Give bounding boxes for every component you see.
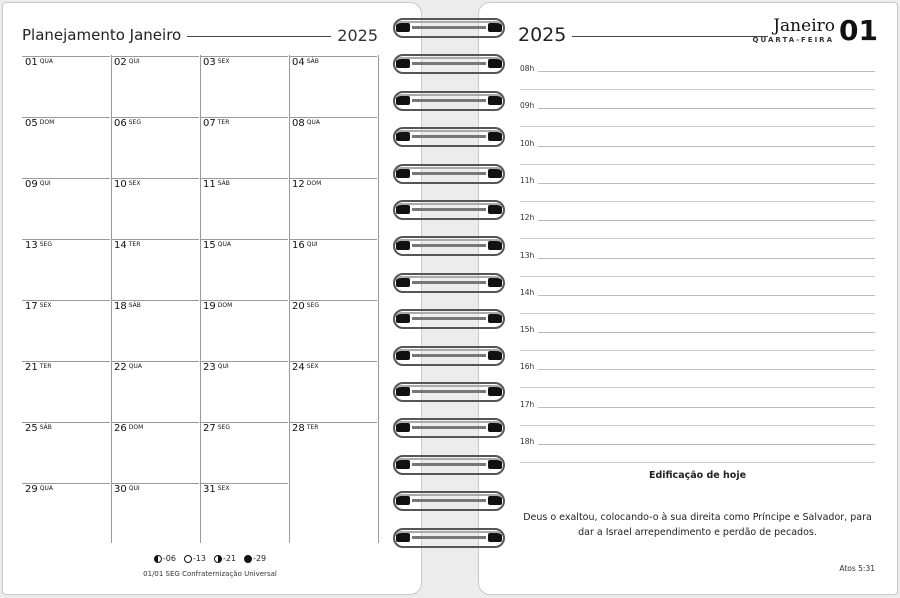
cell-left-border	[200, 421, 201, 482]
day-weekday: SEG	[128, 119, 141, 126]
day-cell[interactable]	[22, 299, 111, 360]
moon-phase	[184, 554, 206, 563]
hour-line	[538, 183, 875, 184]
hour-slot[interactable]	[520, 60, 875, 97]
daily-header	[518, 14, 878, 50]
cell-left-border	[200, 482, 201, 543]
cell-left-border	[289, 482, 290, 543]
day-weekday: SÁB	[306, 58, 319, 65]
spiral-ring-icon	[390, 344, 510, 368]
day-cell[interactable]	[200, 482, 289, 543]
moon-phase-day: -06	[162, 554, 176, 563]
day-number: 30	[114, 484, 127, 495]
daily-month: Janeiro	[773, 16, 835, 36]
spiral-ring-icon	[390, 234, 510, 258]
verse-reference: Atos 5:31	[839, 564, 875, 573]
cell-left-border	[289, 421, 290, 482]
day-weekday: QUA	[39, 485, 53, 492]
day-label	[292, 240, 318, 251]
day-weekday: QUA	[39, 58, 53, 65]
daily-year: 2025	[518, 24, 567, 46]
hour-label: 17h	[520, 399, 535, 409]
moon-phase	[154, 554, 176, 563]
day-cell[interactable]	[22, 482, 111, 543]
spiral-ring-icon	[390, 453, 510, 477]
cell-left-border	[111, 116, 112, 177]
day-weekday: QUA	[128, 363, 142, 370]
full-moon-icon	[184, 555, 192, 563]
day-cell[interactable]	[200, 238, 289, 299]
hour-slot[interactable]	[520, 135, 875, 172]
day-number: 21	[25, 362, 38, 373]
day-label	[203, 57, 229, 68]
cell-left-border	[111, 55, 112, 116]
day-cell[interactable]	[111, 421, 200, 482]
cell-left-border	[111, 177, 112, 238]
hour-slot[interactable]	[520, 247, 875, 284]
hour-label: 10h	[520, 138, 535, 148]
day-label	[114, 57, 140, 68]
day-number: 22	[114, 362, 127, 373]
day-weekday: SEG	[306, 302, 319, 309]
cell-left-border	[111, 299, 112, 360]
day-cell[interactable]	[200, 116, 289, 177]
day-cell[interactable]	[22, 238, 111, 299]
last-quarter-moon-icon	[214, 555, 222, 563]
day-number: 25	[25, 423, 38, 434]
half-hour-line	[520, 387, 875, 388]
day-weekday: SEX	[217, 485, 230, 492]
daily-header-rule	[572, 36, 768, 37]
day-number: 29	[25, 484, 38, 495]
holiday-note: 01/01 SEG Confraternização Universal	[143, 570, 277, 578]
day-cell[interactable]	[289, 360, 378, 421]
hour-label: 15h	[520, 325, 535, 335]
first-quarter-moon-icon	[154, 555, 162, 563]
cell-left-border	[289, 299, 290, 360]
day-weekday: SÁB	[128, 302, 141, 309]
grid-right-border	[378, 55, 379, 116]
hour-slot[interactable]	[520, 284, 875, 321]
spiral-ring-icon	[390, 162, 510, 186]
hour-slot[interactable]	[520, 396, 875, 433]
half-hour-line	[520, 164, 875, 165]
day-label	[25, 118, 54, 129]
day-number: 01	[25, 57, 38, 68]
day-number: 06	[114, 118, 127, 129]
half-hour-line	[520, 201, 875, 202]
day-weekday: TER	[128, 241, 141, 248]
cell-left-border	[200, 299, 201, 360]
hour-slot[interactable]	[520, 358, 875, 395]
day-number: 12	[292, 179, 305, 190]
day-number: 28	[292, 423, 305, 434]
day-cell[interactable]	[22, 55, 111, 116]
half-hour-line	[520, 89, 875, 90]
cell-left-border	[200, 116, 201, 177]
day-weekday: DOM	[128, 424, 144, 431]
cell-left-border	[289, 55, 290, 116]
monthly-planner-header	[22, 23, 378, 47]
moon-phase	[214, 554, 236, 563]
hour-slot[interactable]	[520, 209, 875, 246]
hour-line	[538, 258, 875, 259]
day-cell[interactable]	[200, 360, 289, 421]
day-weekday: SÁB	[39, 424, 52, 431]
day-weekday: QUI	[128, 58, 140, 65]
daily-verse: Deus o exaltou, colocando-o à sua direita como Príncipe e Salvador, para dar a Israel arrependimento e perdão de pecados.	[523, 512, 872, 538]
day-number: 26	[114, 423, 127, 434]
cell-left-border	[289, 177, 290, 238]
day-number: 24	[292, 362, 305, 373]
day-weekday: TER	[39, 363, 52, 370]
day-label	[114, 484, 140, 495]
grid-right-border	[378, 238, 379, 299]
day-weekday: SÁB	[217, 180, 230, 187]
spiral-ring-icon	[390, 416, 510, 440]
day-weekday: SEX	[39, 302, 52, 309]
day-cell[interactable]	[289, 421, 378, 482]
grid-right-border	[378, 177, 379, 238]
day-cell[interactable]	[111, 116, 200, 177]
day-cell[interactable]	[289, 238, 378, 299]
hour-line	[538, 108, 875, 109]
day-cell[interactable]	[289, 177, 378, 238]
hour-line	[538, 332, 875, 333]
day-number: 17	[25, 301, 38, 312]
hour-slot[interactable]	[520, 172, 875, 209]
spiral-ring-icon	[390, 198, 510, 222]
day-cell[interactable]	[111, 238, 200, 299]
day-number: 31	[203, 484, 216, 495]
day-weekday: DOM	[306, 180, 322, 187]
new-moon-icon	[244, 555, 252, 563]
hour-label: 16h	[520, 362, 535, 372]
cell-left-border	[200, 55, 201, 116]
day-label	[114, 362, 142, 373]
day-label	[25, 362, 51, 373]
hour-label: 14h	[520, 287, 535, 297]
day-label	[203, 301, 232, 312]
day-number: 09	[25, 179, 38, 190]
day-number: 19	[203, 301, 216, 312]
day-label	[292, 301, 319, 312]
day-label	[203, 118, 229, 129]
moon-phase-day: -13	[192, 554, 206, 563]
cell-left-border	[111, 360, 112, 421]
moon-phase	[244, 554, 266, 563]
day-number: 05	[25, 118, 38, 129]
day-number: 07	[203, 118, 216, 129]
day-label	[114, 118, 141, 129]
day-label	[292, 362, 318, 373]
grid-right-border	[378, 360, 379, 421]
cell-left-border	[111, 238, 112, 299]
day-cell[interactable]	[289, 299, 378, 360]
day-weekday: QUI	[39, 180, 51, 187]
day-cell[interactable]	[289, 116, 378, 177]
hour-line	[538, 444, 875, 445]
hour-label: 09h	[520, 101, 535, 111]
day-number: 08	[292, 118, 305, 129]
half-hour-line	[520, 462, 875, 463]
half-hour-line	[520, 425, 875, 426]
day-label	[25, 179, 51, 190]
day-weekday: SEX	[217, 58, 230, 65]
day-label	[25, 301, 51, 312]
day-weekday: QUI	[217, 363, 229, 370]
day-cell[interactable]	[22, 116, 111, 177]
day-cell[interactable]	[22, 177, 111, 238]
day-number: 23	[203, 362, 216, 373]
day-weekday: QUA	[306, 119, 320, 126]
day-label	[25, 423, 52, 434]
day-label	[114, 301, 141, 312]
day-number: 03	[203, 57, 216, 68]
day-number: 27	[203, 423, 216, 434]
day-weekday: QUI	[128, 485, 140, 492]
cell-left-border	[200, 360, 201, 421]
day-cell[interactable]	[22, 360, 111, 421]
day-weekday: QUA	[217, 241, 231, 248]
hour-label: 08h	[520, 64, 535, 73]
day-weekday: QUI	[306, 241, 318, 248]
day-label	[203, 362, 229, 373]
day-number: 02	[114, 57, 127, 68]
grid-right-border	[378, 421, 379, 482]
hour-slot[interactable]	[520, 321, 875, 358]
cell-left-border	[289, 360, 290, 421]
day-cell[interactable]	[111, 299, 200, 360]
day-label	[25, 57, 53, 68]
moon-phase-day: -29	[253, 554, 267, 563]
spiral-ring-icon	[390, 489, 510, 513]
header-rule	[187, 36, 331, 37]
day-weekday: TER	[306, 424, 319, 431]
day-weekday: SEG	[217, 424, 230, 431]
planner-year: 2025	[337, 25, 378, 45]
hour-label: 12h	[520, 213, 535, 223]
day-cell[interactable]	[200, 55, 289, 116]
day-cell[interactable]	[22, 421, 111, 482]
day-label	[292, 57, 319, 68]
day-weekday: DOM	[39, 119, 55, 126]
day-label	[292, 118, 320, 129]
cell-left-border	[200, 177, 201, 238]
day-label	[203, 179, 230, 190]
day-number: 16	[292, 240, 305, 251]
hour-line	[538, 369, 875, 370]
day-cell[interactable]	[111, 482, 200, 543]
day-number: 04	[292, 57, 305, 68]
hour-slot[interactable]	[520, 433, 875, 470]
spiral-ring-icon	[390, 526, 510, 550]
day-label	[114, 240, 140, 251]
cell-left-border	[289, 116, 290, 177]
cell-left-border	[111, 482, 112, 543]
day-weekday: TER	[217, 119, 230, 126]
day-label	[203, 484, 229, 495]
spiral-binding	[390, 0, 510, 598]
day-cell[interactable]	[200, 421, 289, 482]
day-label	[114, 179, 140, 190]
day-label	[292, 423, 318, 434]
day-label	[25, 484, 53, 495]
day-number: 20	[292, 301, 305, 312]
day-label	[203, 423, 230, 434]
hour-slot[interactable]	[520, 97, 875, 134]
day-cell[interactable]	[200, 177, 289, 238]
hour-line	[538, 407, 875, 408]
half-hour-line	[520, 313, 875, 314]
day-weekday: DOM	[217, 302, 233, 309]
daily-day-number: 01	[839, 14, 878, 47]
moon-phases	[120, 554, 300, 563]
spiral-ring-icon	[390, 307, 510, 331]
hour-line	[538, 71, 875, 72]
half-hour-line	[520, 350, 875, 351]
day-cell[interactable]	[200, 299, 289, 360]
hour-label: 11h	[520, 175, 535, 185]
edification-title: Edificação de hoje	[648, 470, 747, 481]
hour-label: 13h	[520, 250, 535, 260]
cell-left-border	[111, 421, 112, 482]
day-cell[interactable]	[111, 177, 200, 238]
day-label	[292, 179, 321, 190]
day-number: 11	[203, 179, 216, 190]
day-number: 14	[114, 240, 127, 251]
day-weekday: SEX	[128, 180, 141, 187]
half-hour-line	[520, 238, 875, 239]
day-label	[203, 240, 231, 251]
cell-left-border	[289, 238, 290, 299]
day-number: 10	[114, 179, 127, 190]
planner-title: Planejamento Janeiro	[22, 26, 182, 44]
day-cell[interactable]	[111, 55, 200, 116]
moon-phase-day: -21	[223, 554, 237, 563]
spiral-ring-icon	[390, 89, 510, 113]
daily-weekday: QUARTA-FEIRA	[752, 36, 834, 44]
day-weekday: SEG	[39, 241, 52, 248]
spiral-ring-icon	[390, 271, 510, 295]
half-hour-line	[520, 276, 875, 277]
day-number: 18	[114, 301, 127, 312]
day-weekday: SEX	[306, 363, 319, 370]
hour-line	[538, 295, 875, 296]
day-cell[interactable]	[289, 482, 378, 543]
day-cell[interactable]	[289, 55, 378, 116]
day-number: 13	[25, 240, 38, 251]
hour-line	[538, 220, 875, 221]
hour-label: 18h	[520, 437, 535, 446]
day-label	[114, 423, 143, 434]
day-number: 15	[203, 240, 216, 251]
spiral-ring-icon	[390, 380, 510, 404]
grid-right-border	[378, 482, 379, 543]
day-cell[interactable]	[111, 360, 200, 421]
spiral-ring-icon	[390, 52, 510, 76]
grid-right-border	[378, 116, 379, 177]
hour-line	[538, 146, 875, 147]
spiral-ring-icon	[390, 125, 510, 149]
spiral-ring-icon	[390, 16, 510, 40]
cell-left-border	[200, 238, 201, 299]
half-hour-line	[520, 126, 875, 127]
grid-right-border	[378, 299, 379, 360]
day-label	[25, 240, 52, 251]
